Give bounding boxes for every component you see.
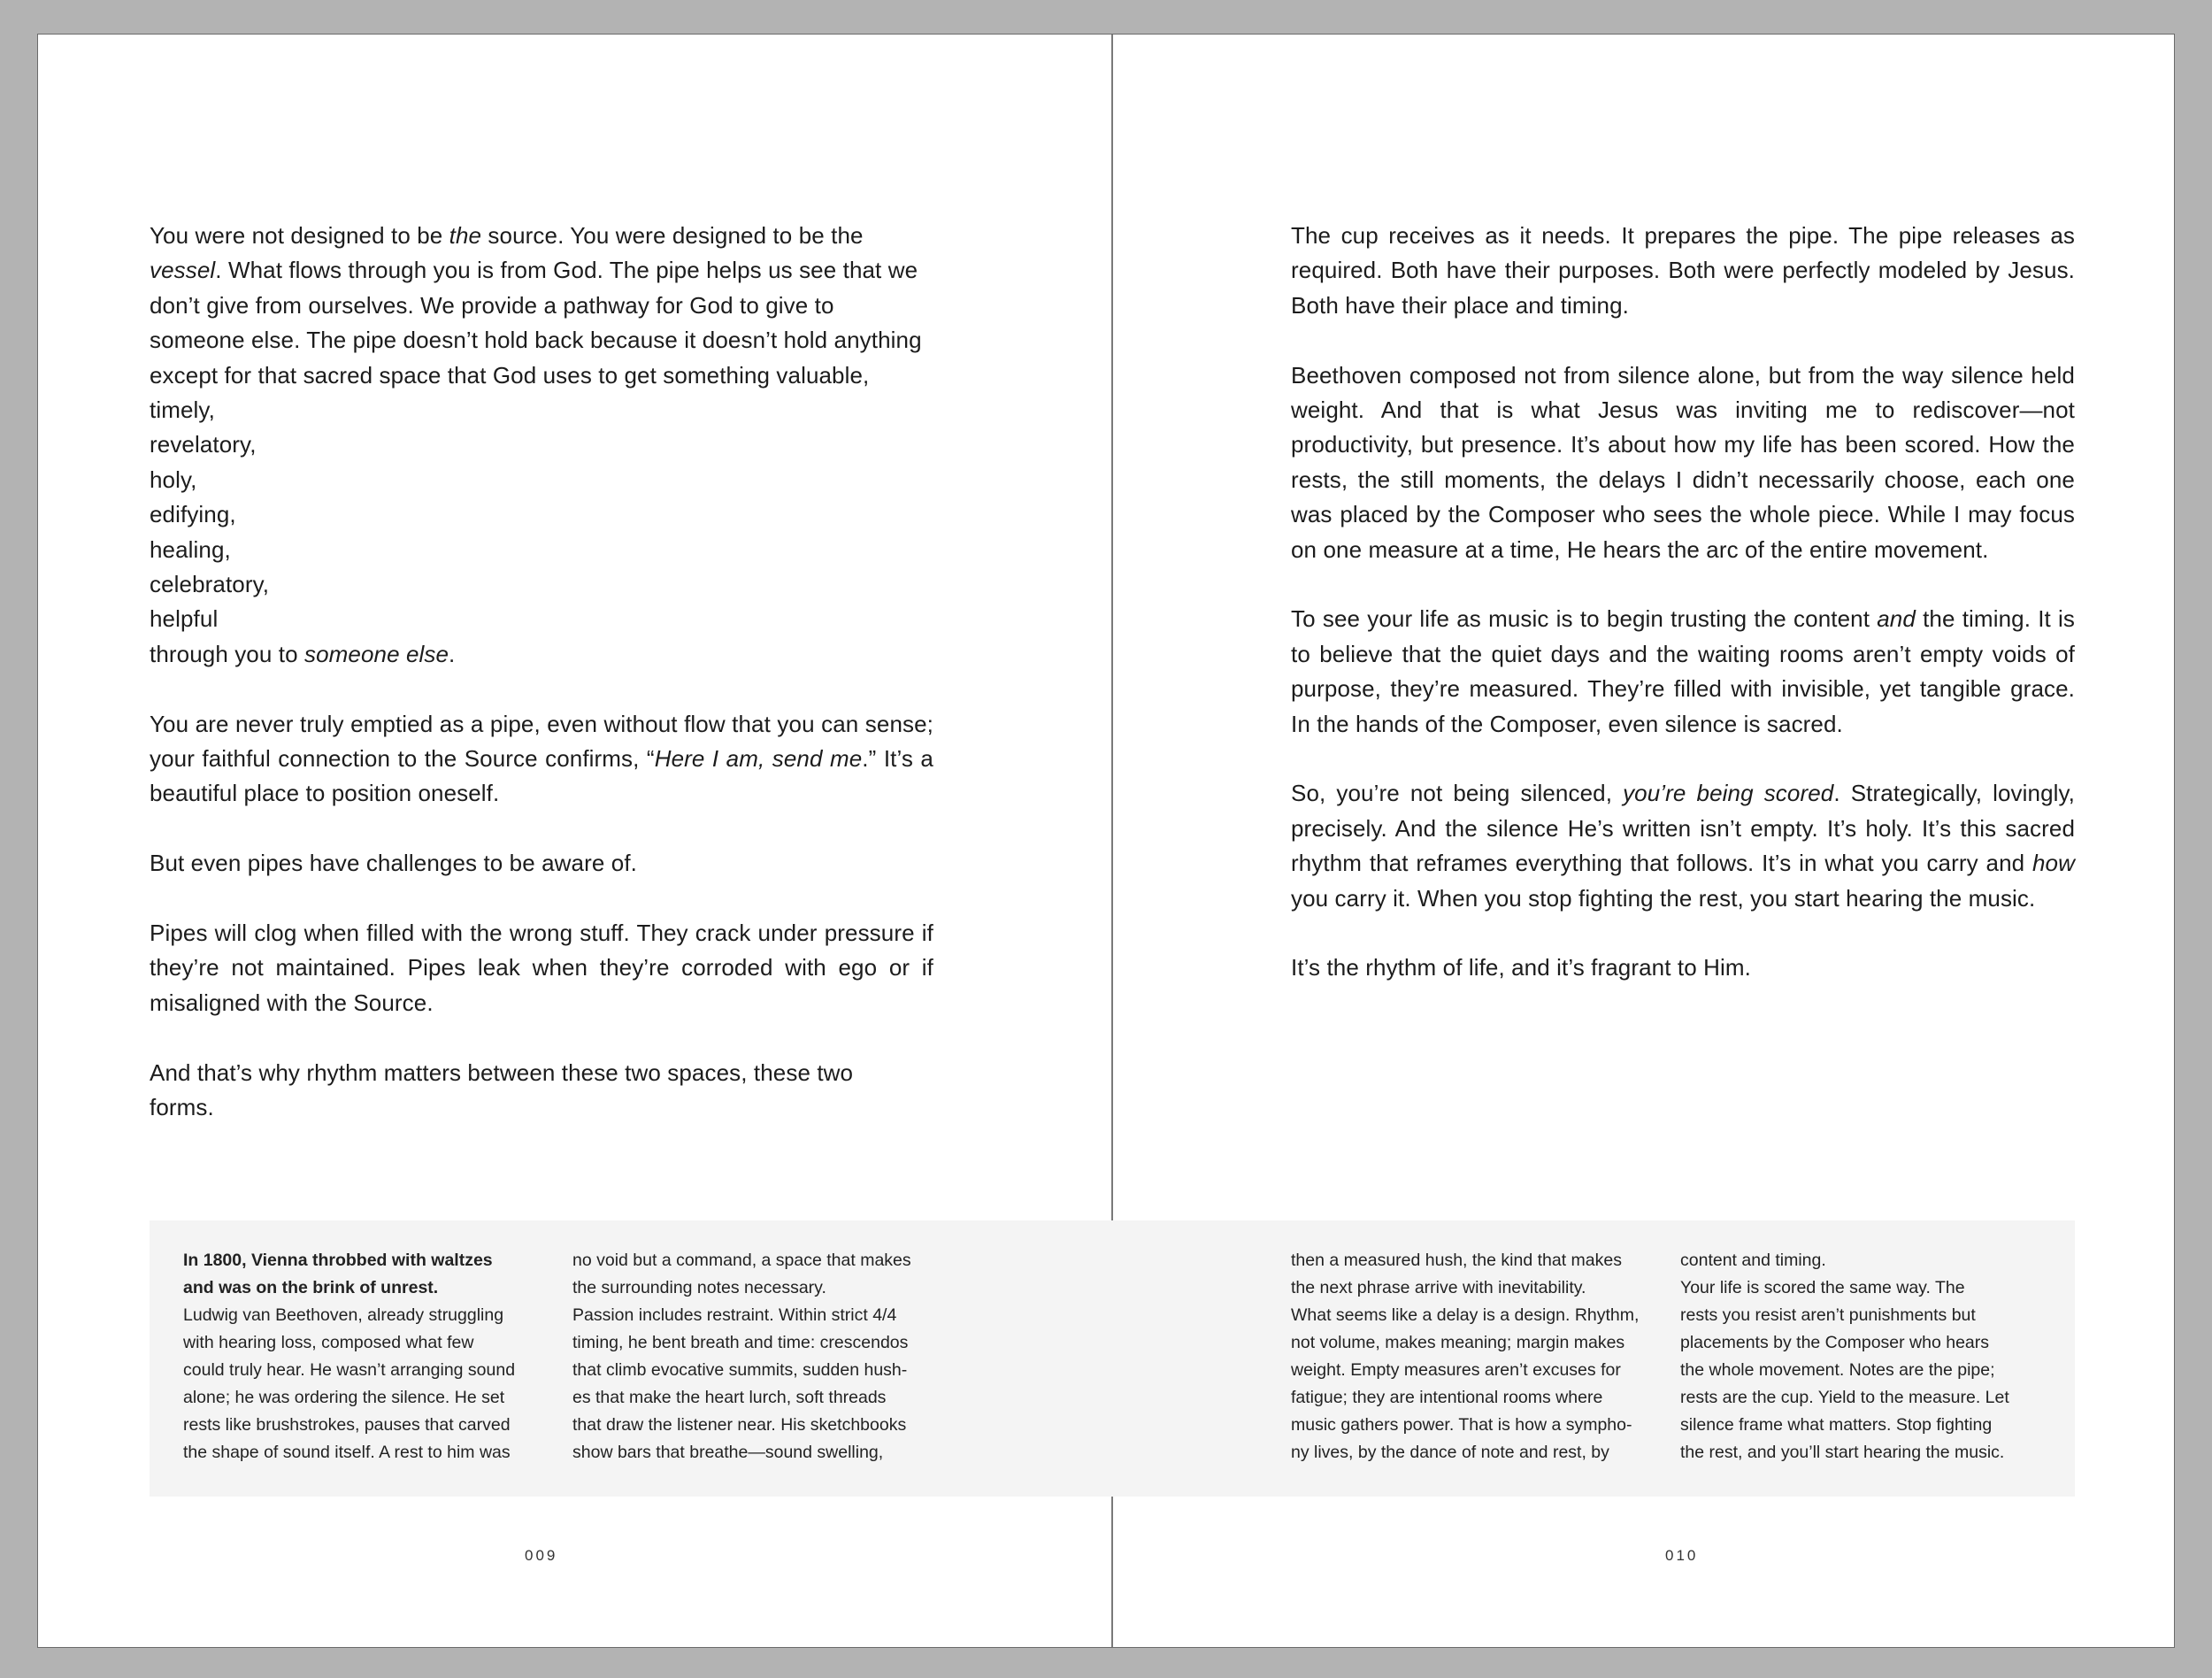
right-page-body: [1291, 219, 2075, 1020]
sidebar-line: show bars that breathe—sound swelling,: [572, 1443, 884, 1462]
list-tail: through you to someone else.: [150, 640, 456, 667]
right-paragraph-2: Beethoven composed not from silence alone, but from the way silence held weight. And that is what Jesus was inviting me to rediscover—not productivity, but presence. It’s about how my life has been scored. How the rests, the still moments, the delays I didn’t necessarily choose, each one was placed by the Composer who sees the whole piece. While I may focus on one measure at a time, He hears the arc of the entire movement.: [1291, 361, 2075, 563]
left-paragraph-1: You were not designed to be the source. You were designed to be the vessel. What flows through you is from God. The pipe helps us see that we don’t give from ourselves. We provide a pathway for God to give to someone else. The pipe doesn’t hold back because it doesn’t hold anything except for that sacred space that God uses to get something valuable, timely, revelatory, holy, edifying, healing, celebratory, helpful through you to someone else.: [150, 219, 933, 672]
sidebar-column-3: [1291, 1247, 1641, 1466]
sidebar-line: timing, he bent breath and time: crescendos: [572, 1333, 909, 1352]
left-paragraph-3: But even pipes have challenges to be aware of.: [150, 850, 637, 877]
sidebar-line: could truly hear. He wasn’t arranging sound: [183, 1360, 516, 1380]
sidebar-line: What seems like a delay is a design. Rhythm,: [1291, 1305, 1640, 1325]
sidebar-line: with hearing loss, composed what few: [183, 1333, 474, 1352]
list-item: timely,: [150, 396, 215, 424]
sidebar-line: rests you resist aren’t punishments but: [1680, 1305, 1976, 1325]
list-item: edifying,: [150, 501, 236, 528]
sidebar-line: the surrounding notes necessary.: [572, 1278, 826, 1297]
beethoven-sidebar: [150, 1220, 2075, 1497]
sidebar-column-2: [572, 1247, 923, 1466]
right-paragraph-4: So, you’re not being silenced, you’re being scored. Strategically, lovingly, precisely. And the silence He’s written isn’t empty. It’s holy. It’s this sacred rhythm that reframes everything that follows. It’s in what you carry and how you carry it. When you stop fighting the rest, you start hearing the music.: [1291, 780, 2075, 912]
sidebar-line: Ludwig van Beethoven, already struggling: [183, 1305, 504, 1325]
sidebar-line: rests like brushstrokes, pauses that carved: [183, 1415, 511, 1435]
sidebar-line: that draw the listener near. His sketchbooks: [572, 1415, 907, 1435]
sidebar-line: the whole movement. Notes are the pipe;: [1680, 1360, 1995, 1380]
sidebar-line: fatigue; they are intentional rooms where: [1291, 1388, 1603, 1407]
left-paragraph-5: And that’s why rhythm matters between these two spaces, these two forms.: [150, 1058, 854, 1121]
sidebar-line: not volume, makes meaning; margin makes: [1291, 1333, 1625, 1352]
right-paragraph-1: The cup receives as it needs. It prepares the pipe. The pipe releases as required. Both have their purposes. Both were perfectly modeled by Jesus. Both have their place and timing.: [1291, 222, 2075, 319]
sidebar-line: the rest, and you’ll start hearing the music.: [1680, 1443, 2005, 1462]
sidebar-line: Your life is scored the same way. The: [1680, 1278, 1965, 1297]
sidebar-line: the next phrase arrive with inevitability.: [1291, 1278, 1586, 1297]
sidebar-heading: and was on the brink of unrest.: [183, 1278, 439, 1297]
list-item: holy,: [150, 466, 197, 493]
sidebar-line: the shape of sound itself. A rest to him was: [183, 1443, 511, 1462]
sidebar-line: silence frame what matters. Stop fighting: [1680, 1415, 1993, 1435]
sidebar-line: content and timing.: [1680, 1251, 1826, 1270]
left-paragraph-2: You are never truly emptied as a pipe, even without flow that you can sense; your faithful connection to the Source confirms, “Here I am, send me.” It’s a beautiful place to position oneself.: [150, 710, 933, 807]
list-item: healing,: [150, 535, 231, 563]
left-paragraph-4: Pipes will clog when filled with the wrong stuff. They crack under pressure if they’re not maintained. Pipes leak when they’re corroded with ego or if misaligned with the Source.: [150, 920, 933, 1016]
list-item: revelatory,: [150, 431, 257, 458]
sidebar-line: Passion includes restraint. Within strict 4/4: [572, 1305, 897, 1325]
list-item: helpful: [150, 605, 219, 633]
sidebar-line: music gathers power. That is how a sympho-: [1291, 1415, 1632, 1435]
book-spread: [37, 34, 2175, 1648]
sidebar-line: es that make the heart lurch, soft threads: [572, 1388, 887, 1407]
sidebar-column-1: [183, 1247, 534, 1466]
sidebar-line: ny lives, by the dance of note and rest, by: [1291, 1443, 1609, 1462]
left-page-body: [150, 219, 933, 1160]
right-paragraph-3: To see your life as music is to begin trusting the content and the timing. It is to believe that the quiet days and the waiting rooms aren’t empty voids of purpose, they’re measured. They’re filled with invisible, yet tangible grace. In the hands of the Composer, even silence is sacred.: [1291, 605, 2076, 737]
sidebar-heading: In 1800, Vienna throbbed with waltzes: [183, 1251, 493, 1270]
right-paragraph-5: It’s the rhythm of life, and it’s fragrant to Him.: [1291, 954, 1751, 981]
list-item: celebratory,: [150, 571, 270, 598]
sidebar-column-4: [1680, 1247, 2031, 1466]
sidebar-line: rests are the cup. Yield to the measure. Let: [1680, 1388, 2009, 1407]
page-number-left: 009: [525, 1547, 558, 1564]
sidebar-line: alone; he was ordering the silence. He set: [183, 1388, 505, 1407]
sidebar-line: placements by the Composer who hears: [1680, 1333, 1990, 1352]
sidebar-line: no void but a command, a space that makes: [572, 1251, 911, 1270]
sidebar-line: that climb evocative summits, sudden hush-: [572, 1360, 908, 1380]
page-number-right: 010: [1665, 1547, 1699, 1564]
sidebar-line: then a measured hush, the kind that makes: [1291, 1251, 1622, 1270]
sidebar-line: weight. Empty measures aren’t excuses for: [1291, 1360, 1621, 1380]
